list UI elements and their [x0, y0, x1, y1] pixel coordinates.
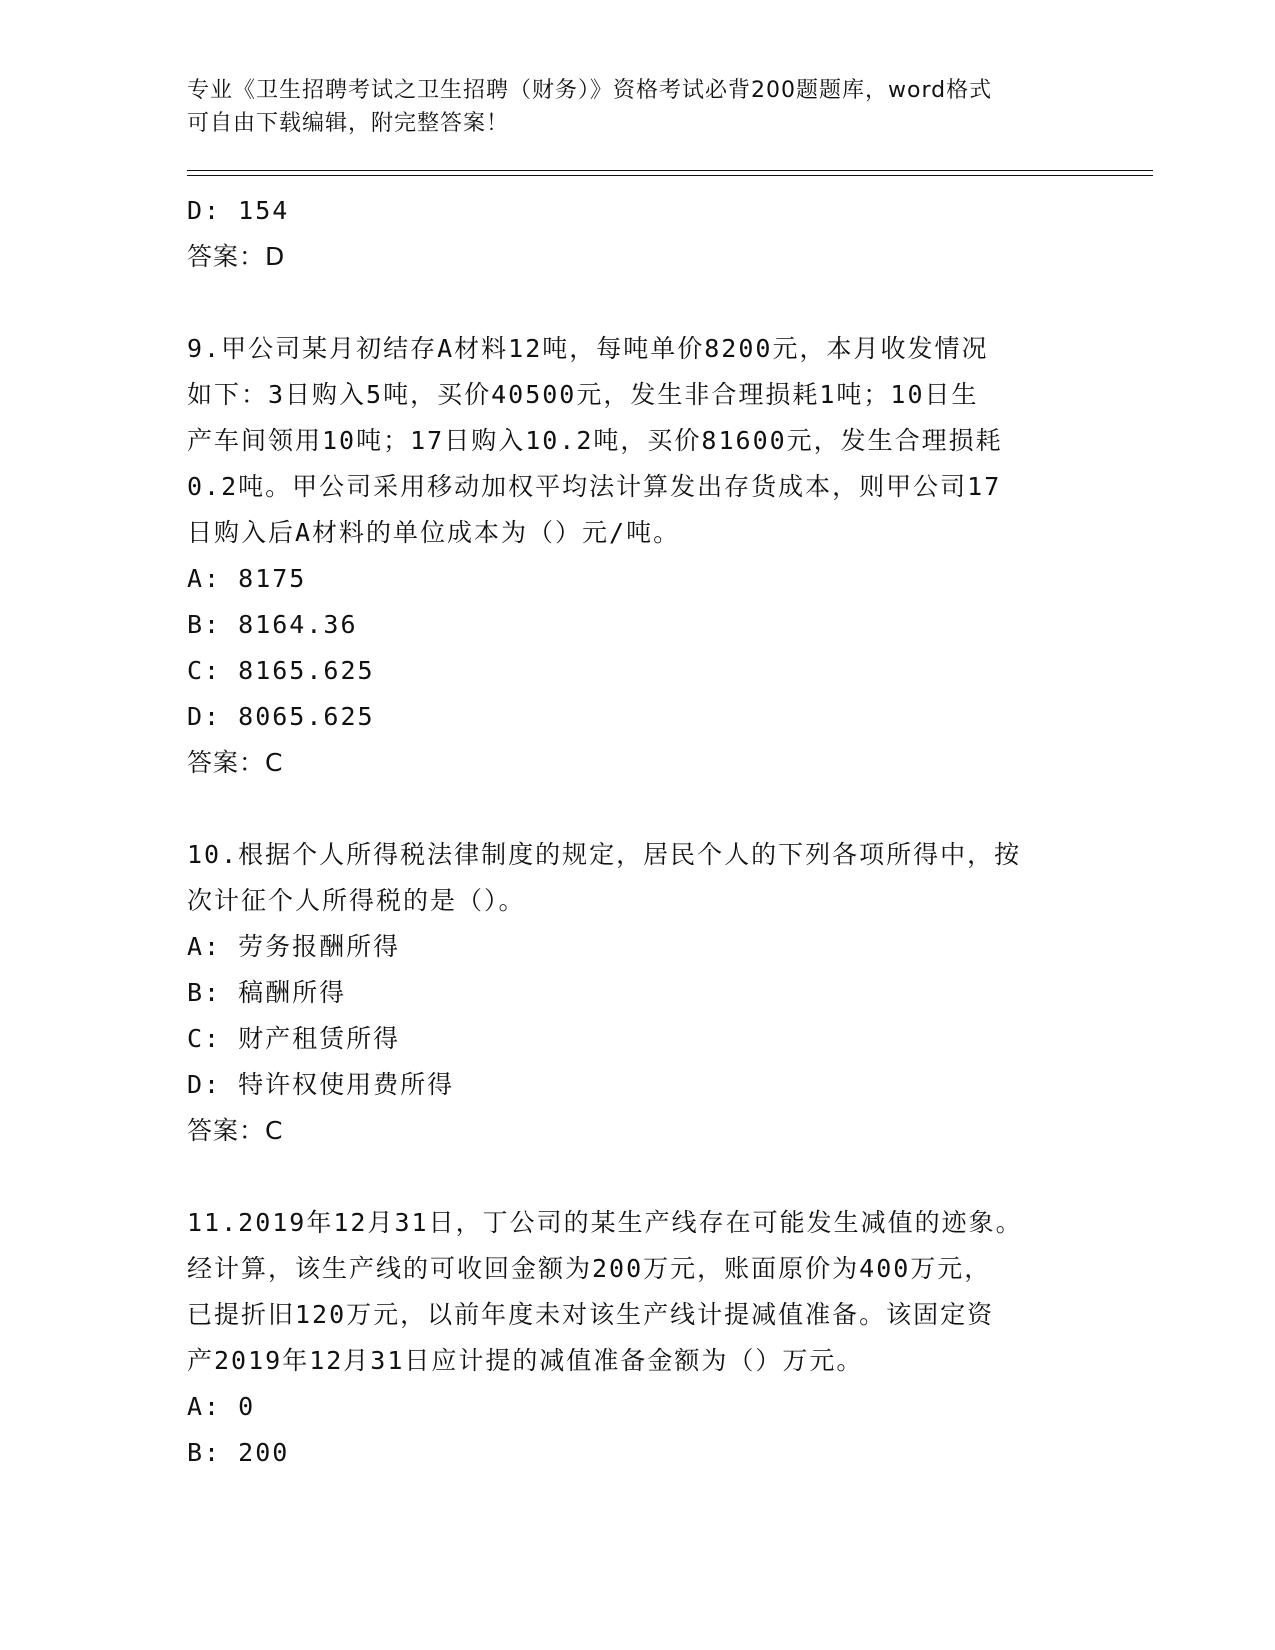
question-text-line: 经计算，该生产线的可收回金额为200万元，账面原价为400万元， — [187, 1254, 992, 1283]
option-d: D: 特许权使用费所得 — [187, 1070, 455, 1099]
header-title-line-1: 专业《卫生招聘考试之卫生招聘（财务）》资格考试必背200题题库，word格式 — [187, 78, 993, 103]
document-header — [187, 74, 1087, 140]
question-content — [187, 188, 1087, 1476]
option-a: A: 8175 — [187, 564, 307, 593]
option-d: D: 154 — [187, 196, 290, 225]
option-d: D: 8065.625 — [187, 702, 375, 731]
question-11 — [187, 1200, 1087, 1476]
question-text-line: 0.2吨。甲公司采用移动加权平均法计算发出存货成本，则甲公司17 — [187, 472, 1002, 501]
question-text-line: 9.甲公司某月初结存A材料12吨，每吨单价8200元，本月收发情况 — [187, 334, 989, 363]
question-text-line: 11.2019年12月31日，丁公司的某生产线存在可能发生减值的迹象。 — [187, 1208, 1023, 1237]
question-text-line: 如下：3日购入5吨，买价40500元，发生非合理损耗1吨；10日生 — [187, 380, 979, 409]
question-9 — [187, 326, 1087, 786]
option-a: A: 劳务报酬所得 — [187, 932, 401, 961]
question-text-line: 次计征个人所得税的是（）。 — [187, 886, 526, 915]
answer: 答案：C — [187, 748, 284, 777]
option-c: C: 财产租赁所得 — [187, 1024, 401, 1053]
header-rule-top — [187, 170, 1153, 171]
answer: 答案：C — [187, 1116, 284, 1145]
header-rule-bottom — [187, 175, 1153, 176]
option-b: B: 200 — [187, 1438, 290, 1467]
option-b: B: 稿酬所得 — [187, 978, 347, 1007]
option-c: C: 8165.625 — [187, 656, 375, 685]
question-text-line: 已提折旧120万元，以前年度未对该生产线计提减值准备。该固定资 — [187, 1300, 995, 1329]
option-b: B: 8164.36 — [187, 610, 358, 639]
question-text-line: 产车间领用10吨；17日购入10.2吨，买价81600元，发生合理损耗 — [187, 426, 1003, 455]
answer: 答案：D — [187, 242, 286, 271]
question-text-line: 日购入后A材料的单位成本为（）元/吨。 — [187, 518, 681, 547]
question-10 — [187, 832, 1087, 1154]
header-title-line-2: 可自由下载编辑，附完整答案！ — [187, 111, 510, 136]
question-text-line: 10.根据个人所得税法律制度的规定，居民个人的下列各项所得中，按 — [187, 840, 1022, 869]
option-a: A: 0 — [187, 1392, 256, 1421]
question-text-line: 产2019年12月31日应计提的减值准备金额为（）万元。 — [187, 1346, 864, 1375]
